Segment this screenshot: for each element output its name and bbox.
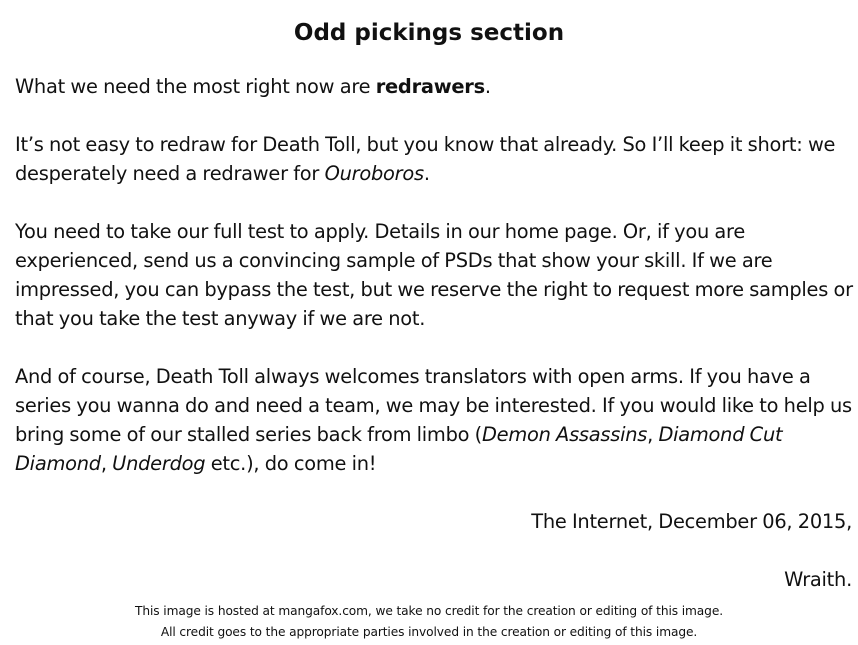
page-title: Odd pickings section xyxy=(293,20,565,46)
redrawers-bold: redrawers xyxy=(375,75,485,98)
series-demon-assassins: Demon Assassins xyxy=(481,423,648,446)
series-separator-1: , xyxy=(647,423,659,446)
hosting-credit-footer xyxy=(0,601,858,643)
paragraph-4-end: etc.), do come in! xyxy=(205,452,377,475)
body-text xyxy=(15,72,855,623)
signature-name: Wraith. xyxy=(784,568,852,591)
series-diamond-cut-diamond: Diamond Cut Diamond xyxy=(15,423,783,475)
paragraph-redrawers xyxy=(15,72,855,101)
signature-place-date: The Internet, December 06, 2015, xyxy=(531,510,852,533)
paragraph-test: You need to take our full test to apply. Details in our home page. Or, if you are experienced, send us a convincing sample of PSDs that show your skill. If we are impressed, you can bypass the test, but we reserve the right to request more samples or that you take the test anyway if we are not. xyxy=(15,220,853,330)
paragraph-1-end: . xyxy=(484,75,491,98)
paragraph-4-text: And of course, Death Toll always welcomes translators with open arms. If you have a series you wanna do and need a team, we may be interested. If you would like to help us bring some of our stalled series back from limbo ( xyxy=(15,365,852,446)
series-separator-2: , xyxy=(100,452,113,475)
paragraph-2-end: . xyxy=(423,162,430,185)
paragraph-ouroboros xyxy=(15,130,855,188)
series-underdog: Underdog xyxy=(112,452,206,475)
paragraph-translators xyxy=(15,362,855,478)
paragraph-1-text: What we need the most right now are xyxy=(15,75,376,98)
ouroboros-title: Ouroboros xyxy=(324,162,424,185)
paragraph-2-text: It’s not easy to redraw for Death Toll, but you know that already. So I’ll keep it short: we desperately need a redrawer for xyxy=(15,133,836,185)
footer-line-1: This image is hosted at mangafox.com, we take no credit for the creation or editing of this image. xyxy=(135,604,723,618)
footer-line-2: All credit goes to the appropriate parties involved in the creation or editing of this image. xyxy=(160,625,698,639)
